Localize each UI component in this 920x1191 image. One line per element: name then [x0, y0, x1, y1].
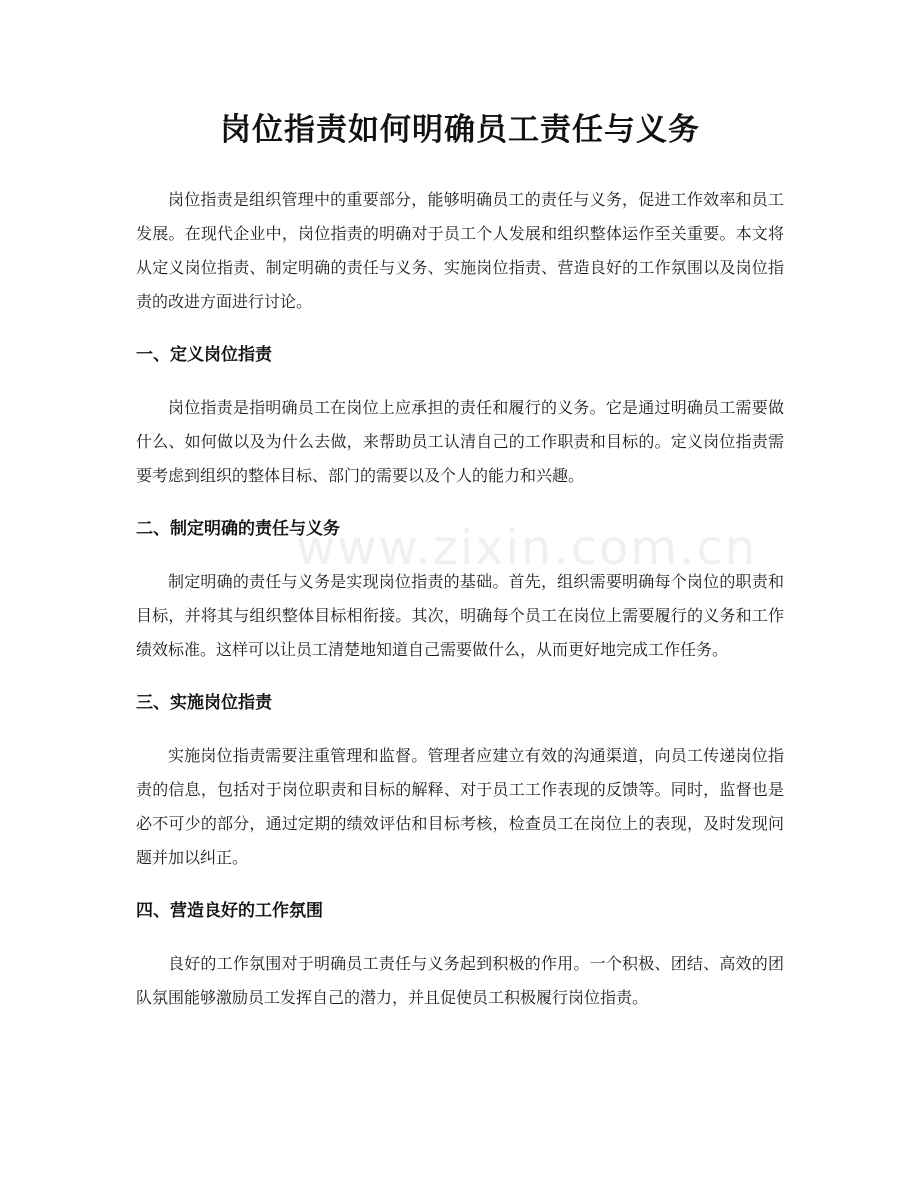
- section-2-paragraph: 制定明确的责任与义务是实现岗位指责的基础。首先，组织需要明确每个岗位的职责和目标，并将其与组织整体目标相衔接。其次，明确每个员工在岗位上需要履行的义务和工作绩效标准。这样可以让员工清楚地知道自己需要做什么，从而更好地完成工作任务。: [136, 572, 784, 659]
- section-1-heading: 一、定义岗位指责: [136, 345, 272, 365]
- document-body: [136, 183, 784, 1015]
- intro-paragraph: 岗位指责是组织管理中的重要部分，能够明确员工的责任与义务，促进工作效率和员工发展。在现代企业中，岗位指责的明确对于员工个人发展和组织整体运作至关重要。本文将从定义岗位指责、制定明确的责任与义务、实施岗位指责、营造良好的工作氛围以及岗位指责的改进方面进行讨论。: [136, 190, 784, 311]
- section-4-heading: 四、营造良好的工作氛围: [136, 901, 323, 921]
- section-4-paragraph: 良好的工作氛围对于明确员工责任与义务起到积极的作用。一个积极、团结、高效的团队氛围能够激励员工发挥自己的潜力，并且促使员工积极履行岗位指责。: [136, 954, 784, 1007]
- document-title: 岗位指责如何明确员工责任与义务: [220, 112, 700, 148]
- section-3-heading: 三、实施岗位指责: [136, 693, 272, 713]
- section-1-paragraph: 岗位指责是指明确员工在岗位上应承担的责任和履行的义务。它是通过明确员工需要做什么、如何做以及为什么去做，来帮助员工认清自己的工作职责和目标的。定义岗位指责需要考虑到组织的整体目标、部门的需要以及个人的能力和兴趣。: [136, 398, 784, 485]
- watermark: www.zixin.com.cn: [296, 520, 758, 576]
- section-2-heading: 二、制定明确的责任与义务: [136, 519, 340, 539]
- section-3-paragraph: 实施岗位指责需要注重管理和监督。管理者应建立有效的沟通渠道，向员工传递岗位指责的信息，包括对于岗位职责和目标的解释、对于员工工作表现的反馈等。同时，监督也是必不可少的部分，通过定期的绩效评估和目标考核，检查员工在岗位上的表现，及时发现问题并加以纠正。: [136, 746, 784, 867]
